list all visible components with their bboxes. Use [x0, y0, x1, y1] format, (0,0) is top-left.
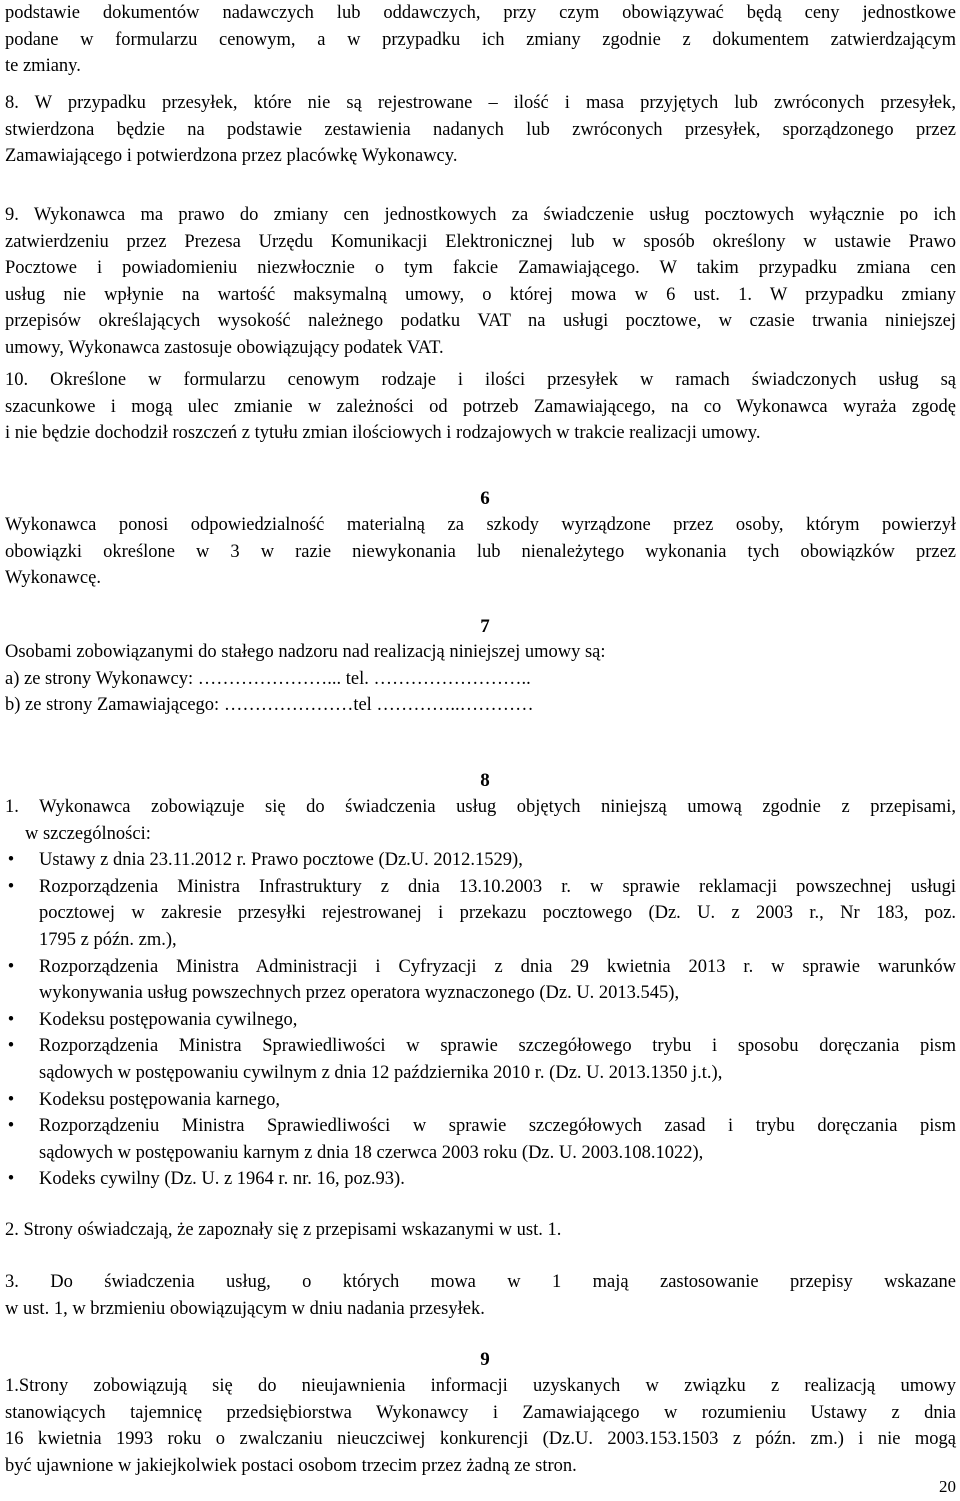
list-item	[5, 954, 956, 1007]
bullet-icon: •	[7, 1169, 15, 1190]
text-line: 1.Strony zobowiązują się do nieujawnienia informacji uzyskanych w związku z realizacją umowy	[5, 1376, 956, 1396]
text-line: w szczególności:	[25, 823, 151, 844]
list-item	[5, 1033, 956, 1086]
page-number: 20	[939, 1477, 956, 1496]
text-line: w ust. 1, w brzmieniu obowiązującym w dniu nadania przesyłek.	[5, 1298, 485, 1319]
section-9-body	[5, 1373, 956, 1479]
paragraph-8	[5, 90, 956, 170]
text-line: Osobami zobowiązanymi do stałego nadzoru nad realizacją niniejszej umowy są:	[5, 642, 606, 662]
text-line: 10. Określone w formularzu cenowym rodzaje i ilości przesyłek w ramach świadczonych usług są	[5, 370, 956, 390]
text-line: być ujawnione w jakiejkolwiek postaci osobom trzecim przez żadną ze stron.	[5, 1455, 577, 1476]
bullet-icon: •	[7, 1009, 15, 1030]
text-line: podstawie dokumentów nadawczych lub oddawczych, przy czym obowiązywać będą ceny jednostkowe	[5, 3, 956, 23]
text-line: 1. Wykonawca zobowiązuje się do świadczenia usług objętych niniejszą umową zgodnie z przepisami,	[5, 797, 956, 817]
text-line: Zamawiającego i potwierdzona przez placówkę Wykonawcy.	[5, 146, 458, 167]
text-line: 2. Strony oświadczają, że zapoznały się z przepisami wskazanymi w ust. 1.	[5, 1220, 562, 1240]
bullet-icon: •	[7, 956, 15, 977]
section-heading-6: 6	[480, 488, 490, 509]
text-line: Kodeksu postępowania cywilnego,	[39, 1009, 298, 1030]
section-8-point-2	[5, 1217, 956, 1244]
text-line: Wykonawcę.	[5, 568, 101, 589]
text-line: 1795 z późn. zm.),	[39, 929, 177, 950]
text-line: Rozporządzenia Ministra Administracji i Cyfryzacji z dnia 29 kwietnia 2013 r. w sprawie warunków	[39, 956, 956, 977]
text-line: zatwierdzeniu przez Prezesa Urzędu Komunikacji Elektronicznej lub w sposób określony w ustawie Prawo	[5, 231, 956, 252]
text-line: 16 kwietnia 1993 roku o zwalczaniu nieuczciwej konkurencji (Dz.U. 2003.153.1503 z późn. zm.) i nie mogą	[5, 1429, 956, 1450]
text-line: Pocztowe i powiadomieniu niezwłocznie o tym fakcie Zamawiającego. W takim przypadku zmiana cen	[5, 258, 956, 279]
text-line: te zmiany.	[5, 56, 81, 77]
text-line: podane w formularzu cenowym, a w przypadku ich zmiany zgodnie z dokumentem zatwierdzającym	[5, 29, 956, 50]
section-heading-7: 7	[480, 616, 490, 637]
text-line: 3. Do świadczenia usług, o których mowa w 1 mają zastosowanie przepisy wskazane	[5, 1272, 956, 1292]
text-line: wykonywania usług powszechnych przez operatora wyznaczonego (Dz. U. 2013.545),	[39, 983, 680, 1004]
list-item	[5, 1007, 956, 1034]
regulations-list	[5, 847, 956, 1193]
contractor-supervisor-line: a) ze strony Wykonawcy: …………………... tel. ……………………..	[5, 668, 531, 689]
bullet-icon: •	[7, 850, 15, 871]
client-supervisor-line: b) ze strony Zamawiającego: …………………tel …………..…………	[5, 695, 534, 716]
text-line: szacunkowe i mogą ulec zmianie w zależności od potrzeb Zamawiającego, na co Wykonawca wyraża zgodę	[5, 396, 956, 417]
text-line: sądowych w postępowaniu karnym z dnia 18 czerwca 2003 roku (Dz. U. 2003.108.1022),	[39, 1142, 704, 1163]
text-line: Wykonawca ponosi odpowiedzialność materialną za szkody wyrządzone przez osoby, którym powierzył	[5, 515, 956, 535]
text-line: Rozporządzenia Ministra Infrastruktury z dnia 13.10.2003 r. w sprawie reklamacji powszechnej usługi	[39, 876, 956, 897]
list-item	[5, 1113, 956, 1166]
text-line: 8. W przypadku przesyłek, które nie są rejestrowane – ilość i masa przyjętych lub zwróconych przesyłek,	[5, 93, 956, 113]
text-line: i nie będzie dochodził roszczeń z tytułu zmian ilościowych i rodzajowych w trakcie realizacji umowy.	[5, 423, 761, 444]
text-line: obowiązki określone w 3 w razie niewykonania lub nienależytego wykonania tych obowiązków przez	[5, 541, 956, 562]
text-line: 9. Wykonawca ma prawo do zmiany cen jednostkowych za świadczenie usług pocztowych wyłącznie po ich	[5, 205, 956, 225]
section-8-point-3	[5, 1269, 956, 1322]
text-line: Ustawy z dnia 23.11.2012 r. Prawo pocztowe (Dz.U. 2012.1529),	[39, 850, 523, 871]
text-line: Rozporządzeniu Ministra Sprawiedliwości w sprawie szczegółowych zasad i trybu doręczania pism	[39, 1116, 956, 1137]
paragraph-10	[5, 367, 956, 447]
text-line: Kodeks cywilny (Dz. U. z 1964 r. nr. 16, poz.93).	[39, 1169, 405, 1190]
section-heading-8: 8	[480, 770, 490, 791]
list-item	[5, 874, 956, 954]
list-item	[5, 847, 956, 874]
text-line: stanowiących tajemnicę przedsiębiorstwa Wykonawcy i Zamawiającego w rozumieniu Ustawy z dnia	[5, 1402, 956, 1423]
bullet-icon: •	[7, 876, 15, 897]
text-line: sądowych w postępowaniu cywilnym z dnia 12 października 2010 r. (Dz. U. 2013.1350 j.t.),	[39, 1062, 723, 1083]
bullet-icon: •	[7, 1116, 15, 1137]
text-line: umowy, Wykonawca zastosuje obowiązujący podatek VAT.	[5, 337, 444, 358]
list-item	[5, 1087, 956, 1114]
text-line: usług nie wpłynie na wartość maksymalną umowy, o której mowa w 6 ust. 1. W przypadku zmiany	[5, 284, 956, 305]
paragraph-prices-continuation	[5, 0, 956, 80]
section-heading-9: 9	[480, 1349, 490, 1370]
paragraph-9	[5, 202, 956, 362]
section-6-body	[5, 512, 956, 592]
bullet-icon: •	[7, 1036, 15, 1057]
section-8-body	[5, 794, 956, 1193]
text-line: pocztowej w zakresie przesyłki rejestrowanej i przekazu pocztowego (Dz. U. z 2003 r., Nr 183, poz.	[39, 903, 956, 924]
text-line: Kodeksu postępowania karnego,	[39, 1089, 280, 1110]
text-line: Rozporządzenia Ministra Sprawiedliwości w sprawie szczegółowego trybu i sposobu doręczania pism	[39, 1036, 956, 1057]
section-7-body	[5, 639, 956, 719]
text-line: stwierdzona będzie na podstawie zestawienia nadanych lub zwróconych przesyłek, sporządzonego przez	[5, 119, 956, 140]
bullet-icon: •	[7, 1089, 15, 1110]
list-item	[5, 1166, 956, 1193]
text-line: przepisów określających wysokość należnego podatku VAT na usługi pocztowe, w czasie trwania niniejszej	[5, 311, 956, 332]
